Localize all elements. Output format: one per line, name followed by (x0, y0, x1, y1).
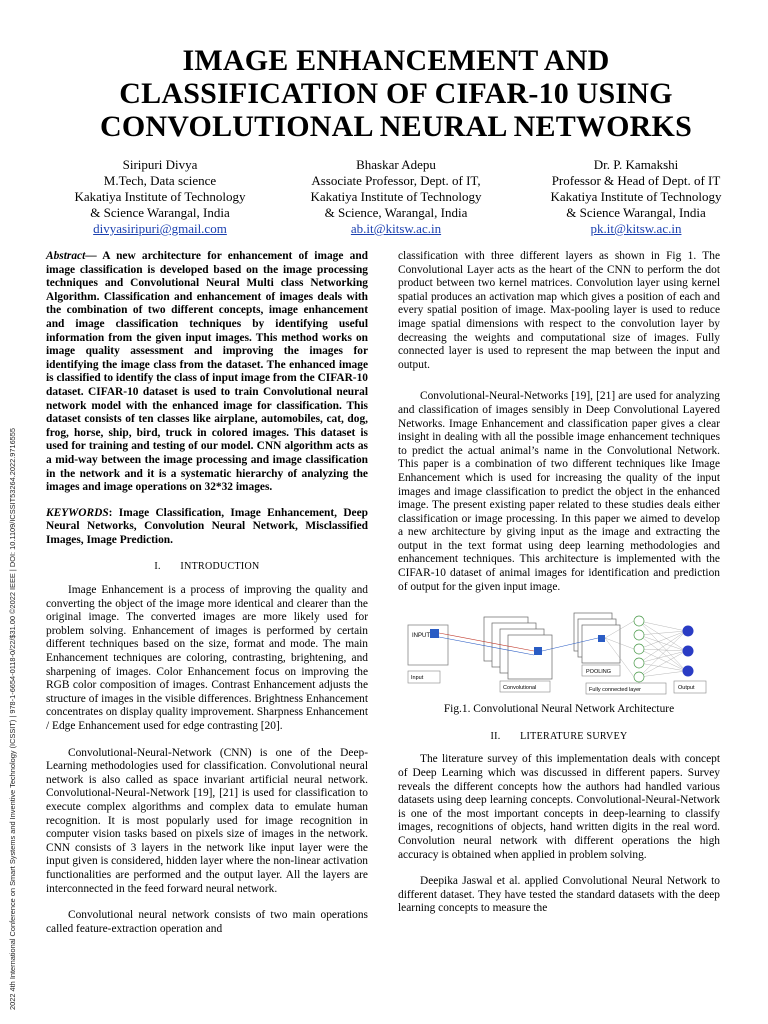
output-label: Output (678, 685, 695, 692)
author-affiliation: & Science Warangal, India (566, 205, 706, 220)
abstract-lead: Abstract (46, 250, 86, 262)
conference-side-note: 2022 4th International Conference on Smart Systems and Inventive Technology (ICSSIT) | 978-1-6654-0118-0/22/$31.00 ©2022 IEEE | DOI: 10.1109/ICSSIT53264.2022.9716555 (8, 427, 17, 1010)
author-affiliation: Associate Professor, Dept. of IT, (311, 173, 481, 188)
input-image-box (408, 625, 448, 665)
paragraph: The literature survey of this implementation deals with concept of Deep Learning which was discussed in different papers. Survey reveals the different concepts how the authors had handled various datasets using deep learning concepts. Convolutional-Neural-Network is one of the most important concepts in deep-learning to classify images, recognitions of objects, hand written digits in the real word. Convolution neural network with different operations the high accuracy is obtained when applied in problem solving. (398, 753, 720, 861)
output-nodes (683, 626, 694, 677)
abstract-text: A new architecture for enhancement of image and image classification is developed based on the image processing techniques and Convolutional Neural Multi class Networking Algorithm. Classification and enhancement of images deals with the combination of two different concepts, image enhancement and image classification techniques by identifying useful information from the given input images. This method works on image quality assessment and improving the images for identifying the image class from the dataset. The enhanced image is classified to identify the class of input image from the CIFAR-10 dataset. CIFAR-10 dataset is used to train Convolutional neural network model with the enhanced image for classification. This dataset consists of ten classes like airplane, automobiles, cat, dog, frog, horse, ship, bird, truck in colored images. This dataset is used for training and testing of our model. CNN algorithm acts as a mid-way between the image processing and image classification in the network and it is a systematic hierarchy of analyzing the images and image operations on 32*32 images. (46, 250, 368, 494)
author-email-link[interactable]: ab.it@kitsw.ac.in (350, 221, 442, 236)
keywords-text: : Image Classification, Image Enhancement, Deep Neural Networks, Convolution Neural Network, Misclassified Images, Image Prediction. (46, 506, 368, 546)
right-column (398, 250, 720, 929)
pool-square (598, 635, 605, 642)
paragraph: Convolutional-Neural-Network (CNN) is one of the Deep-Learning methodologies used for classification. Convolutional neural network is also called as space invariant artificial neural network. Convolutional-Neural-Network [19], [21] is used for classification to execute complex algorithms and complex data to emulate human recognition. It is most popularly used for image recognition in computer vision tasks based on pixels size of images in the network. CNN consists of 3 layers in the network like input layer were the input given is considered, hidden layer where the non-linear activation functionalities are performed and the output layer. All the layers are interconnected in the feed forward neural network. (46, 746, 368, 895)
author-email-link[interactable]: pk.it@kitsw.ac.in (590, 221, 682, 236)
author-affiliation: & Science Warangal, India (90, 205, 230, 220)
author-affiliation: Professor & Head of Dept. of IT (551, 173, 721, 188)
conv-label: Convolutional (503, 685, 537, 692)
conv-kernel-square (534, 647, 542, 655)
cnn-architecture-figure (398, 607, 720, 697)
paragraph: Convolutional-Neural-Networks [19], [21] are used for analyzing and classification of images sensibly in Deep Convolutional Layered Networks. Image Enhancement and classification paper gives a clear insight in dealing with all the possible image enhancement techniques to predict the actual animal’s name in the Convolutional Network. This paper is a combination of two different techniques like Image Enhancement which is used for increasing the quality of the input images and image classification to predict the object in the enhanced image. The present existing paper related to these studies deals either classification or image processing. In this paper we aimed to develop a new architecture by giving input as the image and extracting the output in the text format using deep learning methodologies and enhancement techniques. This architecture is implemented with the CIFAR-10 dataset of animal images for identification and prediction of output for the given input image. (398, 390, 720, 593)
author-2 (276, 157, 516, 237)
input-kernel-square (430, 629, 439, 638)
paper-title (40, 44, 752, 143)
figure-caption: Fig.1. Convolutional Neural Network Architecture (443, 703, 675, 716)
author-affiliation: Kakatiya Institute of Technology (550, 189, 722, 204)
author-name: Bhaskar Adepu (356, 157, 436, 172)
abstract (46, 250, 368, 495)
author-affiliation: Kakatiya Institute of Technology (74, 189, 246, 204)
title-line-3: CONVOLUTIONAL NEURAL NETWORKS (100, 110, 692, 143)
keywords-lead: KEYWORDS (46, 506, 109, 519)
section-heading-introduction: I. INTRODUCTION (154, 561, 260, 573)
author-3 (516, 157, 756, 237)
fc-label: Fully connected layer (589, 687, 641, 694)
input-box-label: INPUT (412, 633, 430, 640)
input-label: Input (411, 675, 424, 682)
paragraph: classification with three different layers as shown in Fig 1. The Convolutional Layer acts as the heart of the CNN to perform the dot product between two kernel matrices. Convolution layer using kernel spatial produces an activation map which gives a position of each and every spatial position of image. Max-pooling layer is used to reduce image spatial dimensions with respect to the convolution layer by decreasing the weights and computational size of images. Fully connected layer is used to represent the map between the input and output. (398, 250, 720, 371)
pool-map-3 (582, 625, 620, 663)
author-block (40, 157, 752, 237)
paragraph: Convolutional neural network consists of two main operations called feature-extraction operation and (46, 909, 368, 935)
author-email-link[interactable]: divyasiripuri@gmail.com (93, 221, 227, 236)
pool-label: POOLING (586, 669, 612, 676)
title-line-2: CLASSIFICATION OF CIFAR-10 USING (119, 77, 673, 110)
cnn-diagram (398, 607, 720, 697)
left-column (46, 250, 368, 949)
author-name: Dr. P. Kamakshi (593, 157, 679, 172)
paragraph: Image Enhancement is a process of improving the quality and converting the object of the image more identical and clearer than the original image. The converted images are more likely used for problem solving. Enhancement of images is performed by certain different techniques based on the size, format and mode. The main Enhancement techniques are coloring, contrasting, brightening, and sharpening of images. Color Enhancement focus on improving the RGB color composition of images. Contrast Enhancement adjusts the structure of images in the visible differences. Brightness Enhancement concentrates on display quality improvement. Sharpness Enhancement / Edge Enhancement used for edge contrasting [20]. (46, 584, 368, 732)
author-affiliation: & Science, Warangal, India (324, 205, 468, 220)
fc-hidden-nodes (634, 616, 644, 682)
author-affiliation: M.Tech, Data science (103, 173, 217, 188)
author-1 (40, 157, 280, 237)
author-name: Siripuri Divya (122, 157, 198, 172)
author-affiliation: Kakatiya Institute of Technology (310, 189, 482, 204)
conv-map-4 (508, 635, 552, 679)
title-line-1: IMAGE ENHANCEMENT AND (182, 44, 610, 77)
section-heading-literature-survey: II. LITERATURE SURVEY (490, 730, 628, 742)
paragraph: Deepika Jaswal et al. applied Convolutional Neural Network to different dataset. They have tested the standard datasets with the deep learning concepts to measure the (398, 875, 720, 915)
keywords (46, 507, 368, 548)
abstract-dash: — (85, 250, 103, 262)
